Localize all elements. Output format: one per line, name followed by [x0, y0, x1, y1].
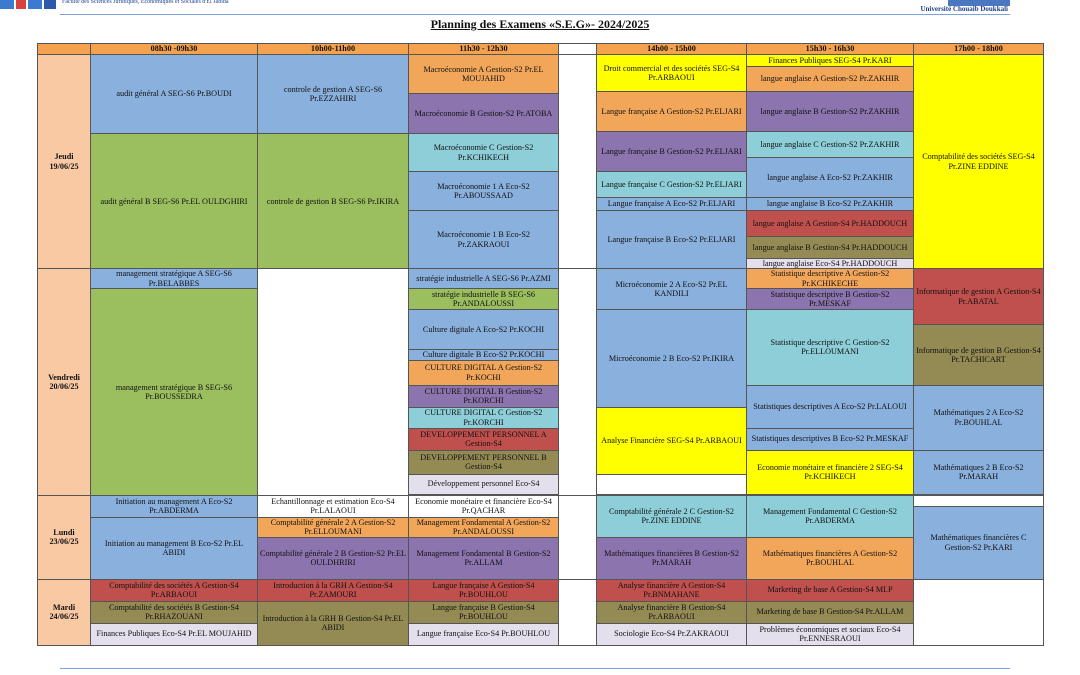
faculty-name: Faculté des Sciences Juridiques, Economiques et Sociales d'El Jadida: [62, 0, 229, 5]
exam-cell: Management Fondamental A Gestion-S2 Pr.ANDALOUSSI: [409, 517, 559, 537]
exam-schedule-table: [37, 43, 1044, 646]
exam-cell: Comptabilité générale 2 C Gestion-S2 Pr.ZINE EDDINE: [597, 495, 747, 537]
exam-cell: Langue française B Gestion-S2 Pr.ELJARI: [597, 132, 747, 172]
empty-slot: [914, 579, 1044, 645]
exam-cell: Statistiques descriptives B Eco-S2 Pr.MESKAF: [747, 428, 914, 450]
exam-cell: audit général A SEG-S6 Pr.BOUDI: [91, 55, 258, 134]
exam-cell: Introduction à la GRH A Gestion-S4 Pr.ZAMOURI: [258, 579, 409, 601]
time-slot-header: 08h30 -09h30: [91, 44, 258, 55]
exam-cell: Management Fondamental C Gestion-S2 Pr.ABDERMA: [747, 495, 914, 537]
day-cell-jeudi: Jeudi 19/06/25: [38, 55, 91, 269]
exam-cell: CULTURE DIGITAL C Gestion-S2 Pr.KORCHI: [409, 407, 559, 428]
exam-cell: Microéconomie 2 A Eco-S2 Pr.EL KANDILI: [597, 269, 747, 310]
exam-cell: Informatique de gestion A Gestion-S4 Pr.ABATAL: [914, 269, 1044, 325]
exam-cell: langue anglaise Eco-S4 Pr.HADDOUCH: [747, 259, 914, 269]
exam-cell: controle de gestion B SEG-S6 Pr.IKIRA: [258, 134, 409, 269]
empty-slot: [914, 495, 1044, 506]
exam-cell: Culture digitale A Eco-S2 Pr.KOCHI: [409, 310, 559, 350]
lunch-gap: [559, 55, 597, 269]
exam-cell: Mathématiques financières B Gestion-S2 Pr.MARAH: [597, 537, 747, 579]
exam-cell: Mathématiques financières C Gestion-S2 Pr.KARI: [914, 506, 1044, 579]
exam-cell: langue anglaise B Gestion-S4 Pr.HADDOUCH: [747, 237, 914, 259]
day-cell-vendredi: Vendredi 20/06/25: [38, 269, 91, 495]
exam-cell: stratégie industrielle A SEG-S6 Pr.AZMI: [409, 269, 559, 289]
exam-cell: Droit commercial et des sociétés SEG-S4 Pr.ARBAOUI: [597, 55, 747, 92]
exam-cell: Langue française B Eco-S2 Pr.ELJARI: [597, 211, 747, 269]
exam-cell: Management Fondamental B Gestion-S2 Pr.ALLAM: [409, 537, 559, 579]
time-slot-header: 15h30 - 16h30: [747, 44, 914, 55]
exam-cell: Informatique de gestion B Gestion-S4 Pr.TACHICART: [914, 325, 1044, 385]
exam-cell: Comptabilité des sociétés B Gestion-S4 Pr.RHAZOUANI: [91, 601, 258, 623]
exam-cell: Microéconomie 2 B Eco-S2 Pr.IKIRA: [597, 310, 747, 407]
day-cell-lundi: Lundi 23/06/25: [38, 495, 91, 579]
footer-divider: [60, 668, 1010, 669]
exam-cell: management stratégique B SEG-S6 Pr.BOUSSEDRA: [91, 289, 258, 495]
exam-cell: Initiation au management A Eco-S2 Pr.ABDERMA: [91, 495, 258, 517]
exam-cell: Problèmes économiques et sociaux Eco-S4 Pr.ENNESRAOUI: [747, 623, 914, 645]
exam-cell: Langue française A Gestion-S4 Pr.BOUHLOU: [409, 579, 559, 601]
exam-cell: Développement personnel Eco-S4: [409, 474, 559, 494]
header-divider: [60, 14, 1010, 15]
exam-cell: Macroéconomie C Gestion-S2 Pr.KCHIKECH: [409, 134, 559, 172]
exam-cell: Comptabilité générale 2 A Gestion-S2 Pr.ELLOUMANI: [258, 517, 409, 537]
exam-cell: Mathématiques financières A Gestion-S2 Pr.BOUHLAL: [747, 537, 914, 579]
exam-cell: Comptabilité générale 2 B Gestion-S2 Pr.EL OULDHRIRI: [258, 537, 409, 579]
exam-cell: Langue française C Gestion-S2 Pr.ELJARI: [597, 172, 747, 198]
exam-cell: Langue française Eco-S4 Pr.BOUHLOU: [409, 623, 559, 645]
exam-cell: Culture digitale B Eco-S2 Pr.KOCHI: [409, 350, 559, 360]
page-title: Planning des Examens «S.E.G»- 2024/2025: [430, 17, 650, 31]
exam-cell: langue anglaise A Gestion-S4 Pr.HADDOUCH: [747, 211, 914, 237]
time-slot-header: 14h00 - 15h00: [597, 44, 747, 55]
exam-cell: Initiation au management B Eco-S2 Pr.EL ABIDI: [91, 517, 258, 579]
exam-cell: Marketing de base A Gestion-S4 MI.P: [747, 579, 914, 601]
exam-cell: Macroéconomie 1 B Eco-S2 Pr.ZAKRAOUI: [409, 211, 559, 269]
exam-cell: Analyse financière B Gestion-S4 Pr.ARBAOUI: [597, 601, 747, 623]
exam-cell: DEVELOPPEMENT PERSONNEL A Gestion-S4: [409, 428, 559, 450]
exam-cell: Sociologie Eco-S4 Pr.ZAKRAOUI: [597, 623, 747, 645]
exam-cell: Macroéconomie A Gestion-S2 Pr.EL MOUJAHID: [409, 55, 559, 94]
corner-cell: [38, 44, 91, 55]
exam-cell: Finances Publiques Eco-S4 Pr.EL MOUJAHID: [91, 623, 258, 645]
empty-slot: [258, 269, 409, 495]
exam-cell: CULTURE DIGITAL B Gestion-S2 Pr.KORCHI: [409, 385, 559, 407]
exam-cell: Mathématiques 2 B Eco-S2 Pr.MARAH: [914, 450, 1044, 494]
faculty-logo: [0, 0, 60, 12]
exam-cell: langue anglaise B Eco-S2 Pr.ZAKHIR: [747, 198, 914, 211]
time-header-row: [38, 44, 1044, 55]
exam-cell: Statistique descriptive B Gestion-S2 Pr.MESKAF: [747, 289, 914, 310]
time-slot-header: 10h00-11h00: [258, 44, 409, 55]
day-cell-mardi: Mardi 24/06/25: [38, 579, 91, 645]
lunch-gap: [559, 269, 597, 495]
exam-cell: Economie monétaire et financière 2 SEG-S4 Pr.KCHIKECH: [747, 450, 914, 494]
lunch-gap: [559, 44, 597, 55]
time-slot-header: 17h00 - 18h00: [914, 44, 1044, 55]
exam-cell: langue anglaise B Gestion-S2 Pr.ZAKHIR: [747, 92, 914, 132]
exam-cell: Statistiques descriptives A Eco-S2 Pr.LALOUI: [747, 385, 914, 428]
exam-cell: Finances Publiques SEG-S4 Pr.KARI: [747, 55, 914, 67]
exam-cell: Langue française A Gestion-S2 Pr.ELJARI: [597, 92, 747, 132]
exam-cell: Economie monétaire et financière Eco-S4 Pr.QACHAR: [409, 495, 559, 517]
exam-cell: Analyse financière A Gestion-S4 Pr.BNMAHANE: [597, 579, 747, 601]
exam-cell: langue anglaise C Gestion-S2 Pr.ZAKHIR: [747, 132, 914, 158]
exam-cell: Comptabilité des sociétés SEG-S4 Pr.ZINE EDDINE: [914, 55, 1044, 269]
university-name: Université Chouaib Doukkali: [920, 5, 1008, 13]
time-slot-header: 11h30 - 12h30: [409, 44, 559, 55]
exam-cell: langue anglaise A Eco-S2 Pr.ZAKHIR: [747, 158, 914, 198]
exam-cell: Introduction à la GRH B Gestion-S4 Pr.EL ABIDI: [258, 601, 409, 645]
exam-cell: audit général B SEG-S6 Pr.EL OULDGHIRI: [91, 134, 258, 269]
exam-cell: Mathématiques 2 A Eco-S2 Pr.BOUHLAL: [914, 385, 1044, 450]
exam-cell: DEVELOPPEMENT PERSONNEL B Gestion-S4: [409, 450, 559, 474]
exam-cell: Echantillonnage et estimation Eco-S4 Pr.LALAOUI: [258, 495, 409, 517]
exam-cell: management stratégique A SEG-S6 Pr.BELABBES: [91, 269, 258, 289]
exam-cell: stratégie industrielle B SEG-S6 Pr.ANDALOUSSI: [409, 289, 559, 310]
exam-cell: Comptabilité des sociétés A Gestion-S4 Pr.ARBAOUI: [91, 579, 258, 601]
exam-cell: Macroéconomie 1 A Eco-S2 Pr.ABOUSSAAD: [409, 172, 559, 211]
exam-cell: controle de gestion A SEG-S6 Pr.EZZAHIRI: [258, 55, 409, 134]
exam-cell: langue anglaise A Gestion-S2 Pr.ZAKHIR: [747, 67, 914, 92]
lunch-gap: [559, 579, 597, 645]
exam-cell: CULTURE DIGITAL A Gestion-S2 Pr.KOCHI: [409, 360, 559, 385]
exam-cell: Statistique descriptive C Gestion-S2 Pr.ELLOUMANI: [747, 310, 914, 385]
exam-cell: Macroéconomie B Gestion-S2 Pr.ATOBA: [409, 94, 559, 134]
exam-cell: Analyse Financière SEG-S4 Pr.ARBAOUI: [597, 407, 747, 474]
exam-cell: Langue française B Gestion-S4 Pr.BOUHLOU: [409, 601, 559, 623]
exam-cell: Langue française A Eco-S2 Pr.ELJARI: [597, 198, 747, 211]
exam-cell: Statistique descriptive A Gestion-S2 Pr.KCHIKECHE: [747, 269, 914, 289]
lunch-gap: [559, 495, 597, 579]
exam-cell: Marketing de base B Gestion-S4 Pr.ALLAM: [747, 601, 914, 623]
